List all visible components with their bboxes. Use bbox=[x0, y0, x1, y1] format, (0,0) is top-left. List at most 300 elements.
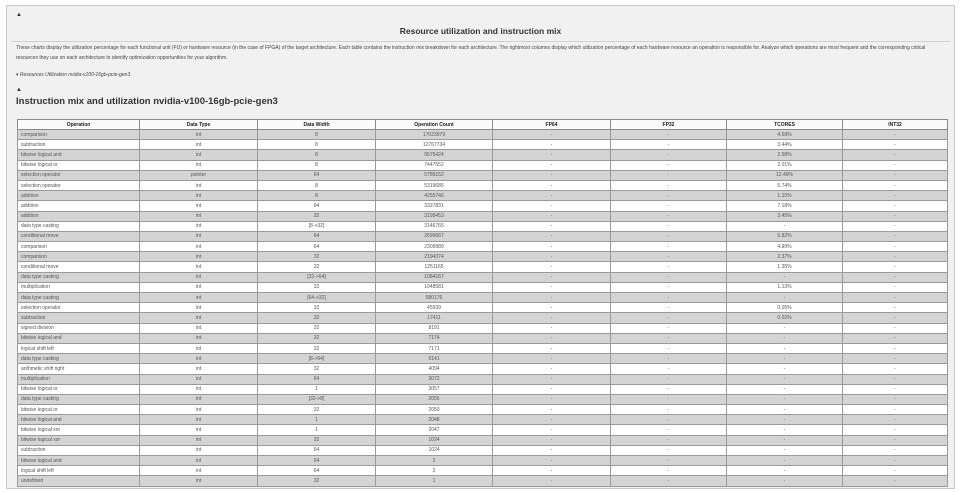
table-cell: - bbox=[493, 435, 611, 445]
table-row bbox=[18, 272, 948, 282]
table-cell: 1 bbox=[376, 476, 493, 486]
table-cell: int bbox=[140, 354, 258, 364]
table-cell: - bbox=[493, 323, 611, 333]
table-row bbox=[18, 191, 948, 201]
table-cell: 0.02% bbox=[727, 313, 843, 323]
table-cell: - bbox=[611, 160, 727, 170]
table-cell: 12.49% bbox=[727, 170, 843, 180]
table-cell: - bbox=[843, 293, 948, 303]
table-cell: - bbox=[493, 303, 611, 313]
table-cell: int bbox=[140, 160, 258, 170]
table-cell: 32 bbox=[258, 282, 376, 292]
table-cell: - bbox=[611, 384, 727, 394]
table-cell: - bbox=[843, 476, 948, 486]
table-row bbox=[18, 201, 948, 211]
table-cell: - bbox=[843, 435, 948, 445]
table-cell: - bbox=[493, 384, 611, 394]
table-cell: - bbox=[843, 211, 948, 221]
table-cell: int bbox=[140, 140, 258, 150]
table-row bbox=[18, 323, 948, 333]
table-cell: - bbox=[727, 272, 843, 282]
table-cell: data type casting bbox=[18, 354, 140, 364]
table-cell: 64 bbox=[258, 242, 376, 252]
table-cell: - bbox=[493, 211, 611, 221]
table-cell: 580176 bbox=[376, 293, 493, 303]
column-header: FP64 bbox=[493, 120, 611, 130]
instruction-mix-table bbox=[17, 119, 948, 487]
table-cell: 7447552 bbox=[376, 160, 493, 170]
table-cell: int bbox=[140, 343, 258, 353]
table-cell: - bbox=[493, 405, 611, 415]
table-cell: int bbox=[140, 476, 258, 486]
table-cell: - bbox=[611, 140, 727, 150]
table-cell: 1.15% bbox=[727, 191, 843, 201]
table-cell: - bbox=[611, 221, 727, 231]
table-cell: bitwise logical and bbox=[18, 456, 140, 466]
table-cell: - bbox=[843, 231, 948, 241]
table-row bbox=[18, 364, 948, 374]
table-cell: - bbox=[843, 221, 948, 231]
table-cell: - bbox=[727, 374, 843, 384]
table-cell: int bbox=[140, 425, 258, 435]
table-cell: - bbox=[611, 252, 727, 262]
table-cell: 8 bbox=[258, 140, 376, 150]
table-row bbox=[18, 282, 948, 292]
table-cell: 45939 bbox=[376, 303, 493, 313]
table-cell: logical shift left bbox=[18, 343, 140, 353]
table-cell: - bbox=[611, 150, 727, 160]
table-cell: 8 bbox=[258, 180, 376, 190]
table-cell: - bbox=[611, 303, 727, 313]
table-cell: - bbox=[611, 231, 727, 241]
table-row bbox=[18, 343, 948, 353]
table-cell: 8 bbox=[258, 160, 376, 170]
table-cell: - bbox=[611, 262, 727, 272]
table-cell: - bbox=[843, 333, 948, 343]
table-cell: 1 bbox=[258, 425, 376, 435]
table-cell: 8 bbox=[258, 150, 376, 160]
table-cell: 2055 bbox=[376, 394, 493, 404]
table-cell: - bbox=[843, 405, 948, 415]
table-cell: 64 bbox=[258, 201, 376, 211]
table-cell: 1024 bbox=[376, 445, 493, 455]
table-cell: - bbox=[493, 466, 611, 476]
table-row bbox=[18, 466, 948, 476]
table-cell: - bbox=[493, 231, 611, 241]
table-cell: - bbox=[843, 394, 948, 404]
table-cell: int bbox=[140, 394, 258, 404]
table-cell: - bbox=[843, 364, 948, 374]
table-cell: 4255746 bbox=[376, 191, 493, 201]
table-cell: 32 bbox=[258, 262, 376, 272]
table-cell: - bbox=[843, 445, 948, 455]
table-cell: int bbox=[140, 384, 258, 394]
table-cell: [32->8] bbox=[258, 394, 376, 404]
column-header: Operation bbox=[18, 120, 140, 130]
table-cell: - bbox=[493, 354, 611, 364]
table-row bbox=[18, 130, 948, 140]
table-cell: - bbox=[611, 456, 727, 466]
table-cell: 2.37% bbox=[727, 252, 843, 262]
table-row bbox=[18, 405, 948, 415]
table-cell: 32 bbox=[258, 364, 376, 374]
table-row bbox=[18, 425, 948, 435]
table-cell: 6141 bbox=[376, 354, 493, 364]
column-header: FP32 bbox=[611, 120, 727, 130]
table-cell: selection operator bbox=[18, 180, 140, 190]
table-cell: 3057 bbox=[376, 384, 493, 394]
table-cell: - bbox=[493, 293, 611, 303]
column-header: Data Width bbox=[258, 120, 376, 130]
table-cell: 8 bbox=[258, 130, 376, 140]
table-cell: - bbox=[611, 374, 727, 384]
table-cell: int bbox=[140, 364, 258, 374]
table-cell: [64->32] bbox=[258, 293, 376, 303]
table-cell: - bbox=[493, 333, 611, 343]
table-cell: - bbox=[493, 252, 611, 262]
table-cell: addition bbox=[18, 201, 140, 211]
table-cell: - bbox=[611, 405, 727, 415]
table-cell: multiplication bbox=[18, 374, 140, 384]
table-row bbox=[18, 313, 948, 323]
table-cell: 32 bbox=[258, 333, 376, 343]
table-cell: logical shift left bbox=[18, 466, 140, 476]
table-cell: - bbox=[727, 476, 843, 486]
page-title: Resource utilization and instruction mix bbox=[399, 26, 562, 36]
table-cell: - bbox=[843, 160, 948, 170]
table-cell: selection operator bbox=[18, 170, 140, 180]
table-cell: bitwise logical or bbox=[18, 384, 140, 394]
table-cell: data type casting bbox=[18, 272, 140, 282]
table-cell: - bbox=[493, 180, 611, 190]
table-cell: - bbox=[611, 435, 727, 445]
table-cell: - bbox=[843, 140, 948, 150]
collapse-section-icon[interactable]: ▲ bbox=[16, 87, 22, 93]
collapse-panel-icon[interactable]: ▲ bbox=[16, 12, 22, 18]
table-cell: signed division bbox=[18, 323, 140, 333]
table-cell: 32 bbox=[258, 252, 376, 262]
table-cell: - bbox=[843, 242, 948, 252]
table-cell: - bbox=[493, 221, 611, 231]
table-cell: 3146765 bbox=[376, 221, 493, 231]
table-cell: 1.13% bbox=[727, 282, 843, 292]
table-row bbox=[18, 384, 948, 394]
table-cell: - bbox=[843, 262, 948, 272]
table-cell: 64 bbox=[258, 231, 376, 241]
table-cell: 32 bbox=[258, 343, 376, 353]
table-cell: 7.18% bbox=[727, 201, 843, 211]
table-cell: - bbox=[843, 130, 948, 140]
table-cell: int bbox=[140, 445, 258, 455]
table-cell: conditional move bbox=[18, 231, 140, 241]
table-cell: [32->64] bbox=[258, 272, 376, 282]
table-cell: 3072 bbox=[376, 374, 493, 384]
table-cell: - bbox=[611, 130, 727, 140]
table-cell: - bbox=[493, 374, 611, 384]
table-cell: bitwise logical xor bbox=[18, 425, 140, 435]
table-cell: subtraction bbox=[18, 445, 140, 455]
header-divider bbox=[11, 41, 950, 42]
table-cell: - bbox=[493, 150, 611, 160]
table-cell: - bbox=[493, 242, 611, 252]
column-header: Operation Count bbox=[376, 120, 493, 130]
table-row bbox=[18, 211, 948, 221]
table-cell: data type casting bbox=[18, 293, 140, 303]
table-row bbox=[18, 374, 948, 384]
table-cell: - bbox=[727, 425, 843, 435]
table-cell: 3195453 bbox=[376, 211, 493, 221]
table-cell: - bbox=[727, 394, 843, 404]
table-cell: 2.58% bbox=[727, 150, 843, 160]
table-cell: int bbox=[140, 466, 258, 476]
table-cell: data type casting bbox=[18, 221, 140, 231]
table-cell: - bbox=[843, 252, 948, 262]
table-cell: - bbox=[611, 323, 727, 333]
page-description: These charts display the utilization percentage for each functional unit (FU) or hardware resource (in the case of FPGA) of the target architecture. Each table contains the instruction mix breakdown for each architecture. The rightmost columns display which utilization percentage of each hardware resource an operation is responsible for. Analyze which operations are most frequent and the corresponding critical resources they use on each architecture to identify optimization opportunities for your algorithm. bbox=[16, 45, 926, 61]
table-cell: arithmetic shift right bbox=[18, 364, 140, 374]
table-cell: 5.82% bbox=[727, 231, 843, 241]
table-cell: - bbox=[493, 394, 611, 404]
table-cell: - bbox=[727, 435, 843, 445]
table-cell: - bbox=[611, 242, 727, 252]
table-cell: 2309989 bbox=[376, 242, 493, 252]
table-row bbox=[18, 221, 948, 231]
table-cell: - bbox=[493, 201, 611, 211]
table-cell: int bbox=[140, 180, 258, 190]
table-cell: 32 bbox=[258, 313, 376, 323]
table-row bbox=[18, 354, 948, 364]
table-cell: - bbox=[727, 445, 843, 455]
table-cell: int bbox=[140, 405, 258, 415]
table-cell: int bbox=[140, 303, 258, 313]
table-cell: - bbox=[611, 364, 727, 374]
table-cell: - bbox=[611, 170, 727, 180]
table-cell: - bbox=[493, 170, 611, 180]
table-cell: 5.74% bbox=[727, 180, 843, 190]
table-cell: int bbox=[140, 262, 258, 272]
table-row bbox=[18, 170, 948, 180]
table-cell: - bbox=[727, 293, 843, 303]
table-body bbox=[18, 130, 948, 487]
section-title: Instruction mix and utilization nvidia-v100-16gb-pcie-gen3 bbox=[16, 96, 278, 107]
table-cell: 1084167 bbox=[376, 272, 493, 282]
table-cell: 9575424 bbox=[376, 150, 493, 160]
table-cell: 1 bbox=[258, 384, 376, 394]
table-cell: int bbox=[140, 293, 258, 303]
table-cell: 12767734 bbox=[376, 140, 493, 150]
table-cell: - bbox=[843, 466, 948, 476]
table-cell: int bbox=[140, 456, 258, 466]
table-cell: - bbox=[611, 282, 727, 292]
table-row bbox=[18, 252, 948, 262]
table-cell: - bbox=[611, 425, 727, 435]
table-cell: - bbox=[611, 343, 727, 353]
utilization-panel bbox=[6, 5, 955, 489]
table-cell: bitwise logical xor bbox=[18, 435, 140, 445]
table-cell: 2 bbox=[376, 456, 493, 466]
table-cell: - bbox=[493, 282, 611, 292]
table-cell: addition bbox=[18, 211, 140, 221]
table-cell: 5319685 bbox=[376, 180, 493, 190]
table-row bbox=[18, 456, 948, 466]
table-cell: addition bbox=[18, 191, 140, 201]
table-cell: int bbox=[140, 333, 258, 343]
table-cell: 4094 bbox=[376, 364, 493, 374]
table-cell: - bbox=[493, 456, 611, 466]
table-header-row bbox=[18, 120, 948, 130]
table-cell: - bbox=[843, 323, 948, 333]
table-cell: - bbox=[843, 456, 948, 466]
table-cell: - bbox=[493, 343, 611, 353]
table-cell: int bbox=[140, 272, 258, 282]
table-cell: - bbox=[493, 313, 611, 323]
table-cell: - bbox=[727, 333, 843, 343]
table-cell: - bbox=[611, 180, 727, 190]
table-row bbox=[18, 262, 948, 272]
table-cell: - bbox=[843, 303, 948, 313]
table-cell: [8->64] bbox=[258, 354, 376, 364]
table-cell: - bbox=[843, 201, 948, 211]
table-cell: selection operator bbox=[18, 303, 140, 313]
table-cell: - bbox=[843, 282, 948, 292]
table-cell: subtraction bbox=[18, 313, 140, 323]
table-cell: 32 bbox=[258, 476, 376, 486]
table-cell: - bbox=[843, 180, 948, 190]
table-cell: - bbox=[727, 405, 843, 415]
table-cell: 2194374 bbox=[376, 252, 493, 262]
table-cell: 3.44% bbox=[727, 140, 843, 150]
resources-utilization-toggle[interactable]: ▾ Resources Utilization nvidia-v100-16gb-pcie-gen3 bbox=[16, 72, 131, 78]
table-cell: - bbox=[727, 323, 843, 333]
table-cell: int bbox=[140, 313, 258, 323]
table-cell: - bbox=[727, 354, 843, 364]
table-cell: - bbox=[493, 272, 611, 282]
table-cell: - bbox=[843, 343, 948, 353]
table-cell: - bbox=[611, 476, 727, 486]
table-cell: - bbox=[493, 191, 611, 201]
table-row bbox=[18, 435, 948, 445]
table-cell: 1251165 bbox=[376, 262, 493, 272]
table-row bbox=[18, 415, 948, 425]
table-cell: - bbox=[727, 364, 843, 374]
table-cell: int bbox=[140, 374, 258, 384]
table-cell: 2699667 bbox=[376, 231, 493, 241]
table-cell: - bbox=[843, 313, 948, 323]
table-cell: int bbox=[140, 150, 258, 160]
table-cell: int bbox=[140, 221, 258, 231]
table-row bbox=[18, 333, 948, 343]
table-row bbox=[18, 180, 948, 190]
table-cell: data type casting bbox=[18, 394, 140, 404]
table-cell: 32 bbox=[258, 405, 376, 415]
table-cell: 3.45% bbox=[727, 211, 843, 221]
table-cell: bitwise logical or bbox=[18, 405, 140, 415]
table-cell: int bbox=[140, 201, 258, 211]
table-cell: - bbox=[843, 354, 948, 364]
table-cell: 3327831 bbox=[376, 201, 493, 211]
table-cell: - bbox=[611, 293, 727, 303]
table-cell: 4.59% bbox=[727, 130, 843, 140]
table-cell: 1.35% bbox=[727, 262, 843, 272]
table-cell: 64 bbox=[258, 170, 376, 180]
table-cell: 2048 bbox=[376, 415, 493, 425]
table-cell: 2050 bbox=[376, 405, 493, 415]
table-row bbox=[18, 476, 948, 486]
table-cell: bitwise logical and bbox=[18, 415, 140, 425]
table-row bbox=[18, 303, 948, 313]
table-row bbox=[18, 394, 948, 404]
table-cell: - bbox=[611, 333, 727, 343]
table-cell: - bbox=[611, 201, 727, 211]
table-row bbox=[18, 140, 948, 150]
table-row bbox=[18, 150, 948, 160]
table-cell: - bbox=[611, 445, 727, 455]
table-cell: bitwise logical and bbox=[18, 150, 140, 160]
table-cell: subtraction bbox=[18, 140, 140, 150]
table-cell: 2 bbox=[376, 466, 493, 476]
table-row bbox=[18, 445, 948, 455]
table-cell: - bbox=[843, 150, 948, 160]
table-cell: 17023979 bbox=[376, 130, 493, 140]
table-cell: - bbox=[843, 415, 948, 425]
table-cell: int bbox=[140, 252, 258, 262]
table-cell: 64 bbox=[258, 466, 376, 476]
table-cell: comparison bbox=[18, 242, 140, 252]
table-cell: 32 bbox=[258, 211, 376, 221]
table-cell: - bbox=[843, 374, 948, 384]
table-cell: - bbox=[611, 415, 727, 425]
table-cell: 17411 bbox=[376, 313, 493, 323]
table-cell: 64 bbox=[258, 445, 376, 455]
table-cell: 4.99% bbox=[727, 242, 843, 252]
table-cell: - bbox=[493, 425, 611, 435]
table-cell: int bbox=[140, 435, 258, 445]
table-cell: int bbox=[140, 282, 258, 292]
table-row bbox=[18, 293, 948, 303]
table-cell: 5785152 bbox=[376, 170, 493, 180]
table-cell: - bbox=[493, 476, 611, 486]
table-cell: 7174 bbox=[376, 333, 493, 343]
table-cell: - bbox=[611, 272, 727, 282]
table-cell: - bbox=[611, 354, 727, 364]
column-header: INT32 bbox=[843, 120, 948, 130]
table-cell: - bbox=[727, 456, 843, 466]
table-cell: - bbox=[843, 425, 948, 435]
table-cell: - bbox=[493, 262, 611, 272]
table-cell: int bbox=[140, 130, 258, 140]
table-cell: 32 bbox=[258, 323, 376, 333]
table-cell: comparison bbox=[18, 130, 140, 140]
table-cell: - bbox=[727, 466, 843, 476]
table-cell: 0.05% bbox=[727, 303, 843, 313]
table-cell: 7171 bbox=[376, 343, 493, 353]
table-cell: 1048581 bbox=[376, 282, 493, 292]
table-cell: conditional move bbox=[18, 262, 140, 272]
table-cell: 32 bbox=[258, 435, 376, 445]
table-cell: - bbox=[493, 445, 611, 455]
table-cell: comparison bbox=[18, 252, 140, 262]
table-cell: 2047 bbox=[376, 425, 493, 435]
table-cell: - bbox=[727, 384, 843, 394]
table-cell: - bbox=[611, 211, 727, 221]
table-cell: - bbox=[727, 221, 843, 231]
table-cell: 64 bbox=[258, 456, 376, 466]
table-cell: - bbox=[493, 415, 611, 425]
table-cell: - bbox=[493, 140, 611, 150]
table-cell: - bbox=[727, 415, 843, 425]
table-cell: [8->32] bbox=[258, 221, 376, 231]
table-cell: - bbox=[843, 170, 948, 180]
